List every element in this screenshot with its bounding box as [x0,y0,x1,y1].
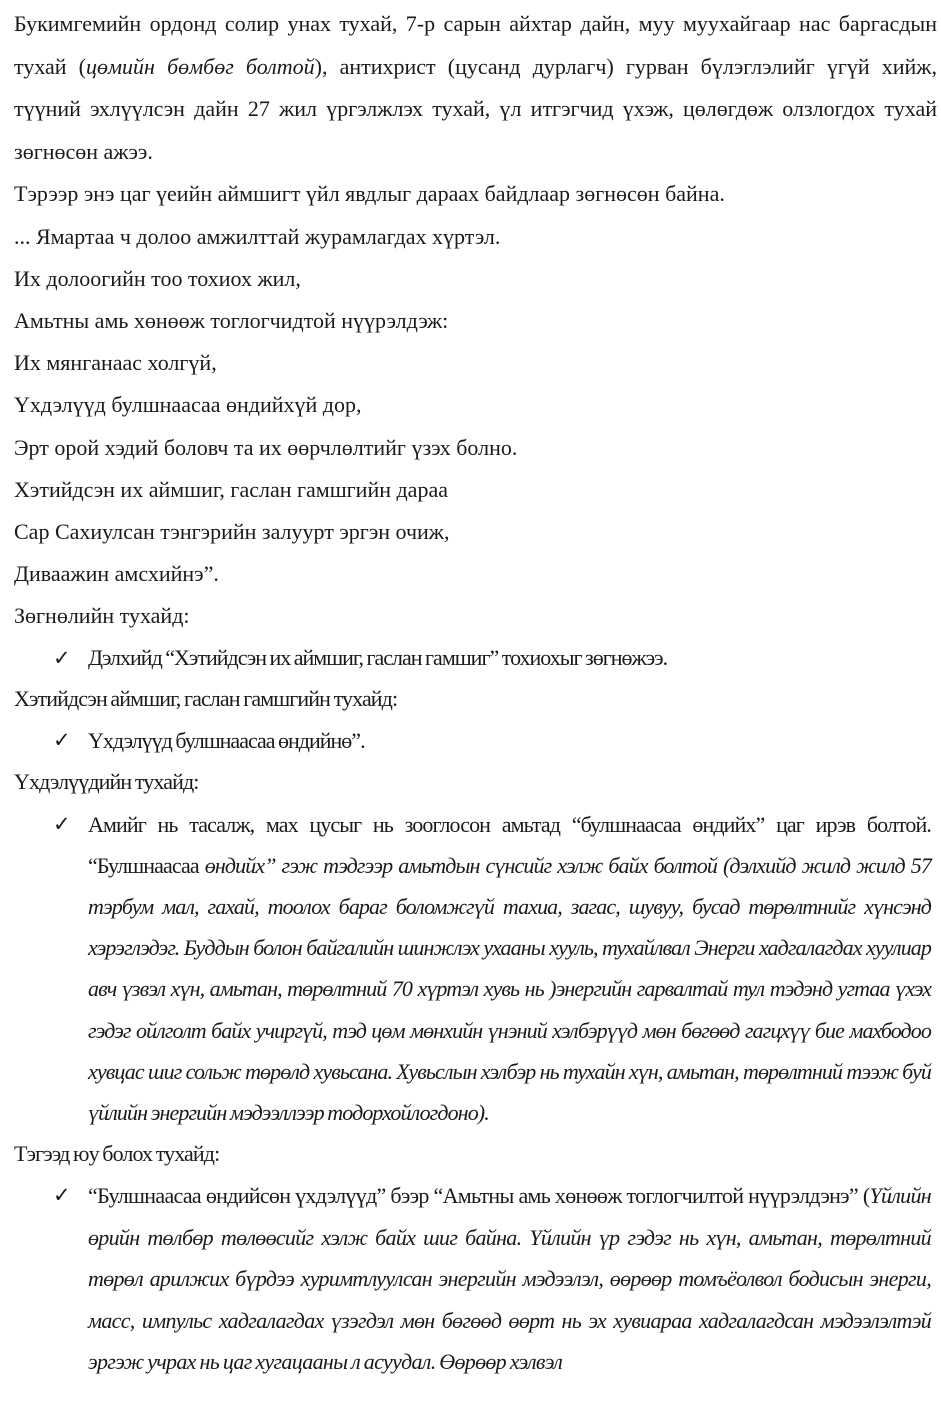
section-heading: Зөгнөлийн тухайд: [14,603,190,629]
paragraph-line: ... Ямартаа ч долоо амжилттай журамлагдах хүртэл. [14,223,501,249]
section-heading: Тэгээд юу болох тухайд: [14,1141,220,1167]
poem-line: Амьтны амь хөнөөж тоглогчидтой нүүрэлдэж: [14,307,449,333]
bullet-item [14,804,931,1134]
section-heading: Хэтийдсэн аймшиг, гаслан гамшгийн тухайд: [14,686,398,712]
poem-line: Үхдэлүүд булшнаасаа өндийхүй дор, [14,392,362,418]
poem-line: Их долоогийн тоо тохиох жил, [14,265,301,291]
bullet-text [88,1175,931,1383]
bullet-text-italic: Үйлийн өрийн төлбөр төлөөсийг хэлж байх шиг байна. Үйлийн үр гэдэг нь хүн, амьтан, төрөлтний төрөл арилжих бүрдээ хуримтлуулсан энергийн мэдээлэл, өөрөөр томъёолвол бодисын энерги, масс, импульс хадгалагдах үзэгдэл мөн бөгөөд өөрт нь эх хувиараа хадгалагдсан мэдээлэлтэй эргэж учрах нь цаг хугацааны л асуудал. Өөрөөр хэлвэл [88,1183,931,1375]
bullet-item [14,638,931,679]
checkmark-icon: ✓ [53,811,71,836]
intro-text-2: ), антихрист (цусанд дурлагч) гурван бүлэглэлийг үгүй хийж, түүний эхлүүлсэн дайн 27 жил үргэлжлэх тухай, үл итгэгчид үхэж, цөлөгдөж олзлогдох тухай зөгнөсөн ажээ. [14,53,937,164]
intro-text-1: Букимгемийн ордонд солир унах тухай, 7-р сарын айхтар дайн, муу муухайгаар нас баргасдын тухай ( [14,11,937,79]
bullet-text: Дэлхийд “Хэтийдсэн их аймшиг, гаслан гамшиг” тохиохыг зөгнөжээ. [88,644,668,670]
poem-line: Диваажин амсхийнэ”. [14,561,219,587]
bullet-text [88,804,931,1134]
checkmark-icon: ✓ [53,645,71,670]
bullet-text-normal: Амийг нь тасалж, мах цусыг нь зооглосон амьтад “булшнаасаа өндийх” цаг ирэв болтой. “Булшнаасаа [88,811,931,878]
bullet-item [14,1175,931,1383]
intro-paragraph [14,0,937,173]
paragraph-line: Тэрээр энэ цаг үеийн аймшигт үйл явдлыг дараах байдлаар зөгнөсөн байна. [14,181,725,207]
bullet-text-normal: “Булшнаасаа өндийсөн үхдэлүүд” бээр “Амьтны амь хөнөөж тоглогчилтой нүүрэлдэнэ” ( [88,1183,870,1209]
checkmark-icon: ✓ [53,728,71,753]
poem-line: Их мянганаас холгүй, [14,350,217,376]
poem-line: Хэтийдсэн их аймшиг, гаслан гамшгийн дараа [14,476,448,502]
bullet-item [14,720,931,761]
poem-line: Эрт орой хэдий боловч та их өөрчлөлтийг үзэх болно. [14,434,518,460]
section-heading: Үхдэлүүдийн тухайд: [14,769,199,795]
intro-italic-text: цөмийн бөмбөг болтой [86,53,315,79]
bullet-text-italic: өндийх” гэж тэдгээр амьтдын сүнсийг хэлж байх болтой (дэлхийд жилд жилд 57 тэрбум мал, гахай, тоолох бараг боломжгүй тахиа, загас, шувуу, бусад төрөлтнийг хүнсэнд хэрэглэдэг. Буддын болон байгалийн шинжлэх ухааны хууль, тухайлвал Энерги хадгалагдах хуулиар авч үзвэл хүн, амьтан, төрөлтний 70 хүртэл хувь нь )энергийн гарвалтай тул тэдэнд угтаа үхэх гэдэг ойлголт байх учиргүй, тэд цөм мөнхийн үнэний хэлбэрүүд мөн бөгөөд гагцхүү бие махбодоо хувцас шиг сольж төрөлд хувьсана. Хувьслын хэлбэр нь тухайн хүн, амьтан, төрөлтний тээж буй үйлийн энергийн мэдээллээр тодорхойлогдоно). [88,852,931,1125]
poem-line: Сар Сахиулсан тэнгэрийн залуурт эргэн очиж, [14,519,450,544]
bullet-text: Үхдэлүүд булшнаасаа өндийнө”. [88,728,365,754]
checkmark-icon: ✓ [53,1183,71,1208]
